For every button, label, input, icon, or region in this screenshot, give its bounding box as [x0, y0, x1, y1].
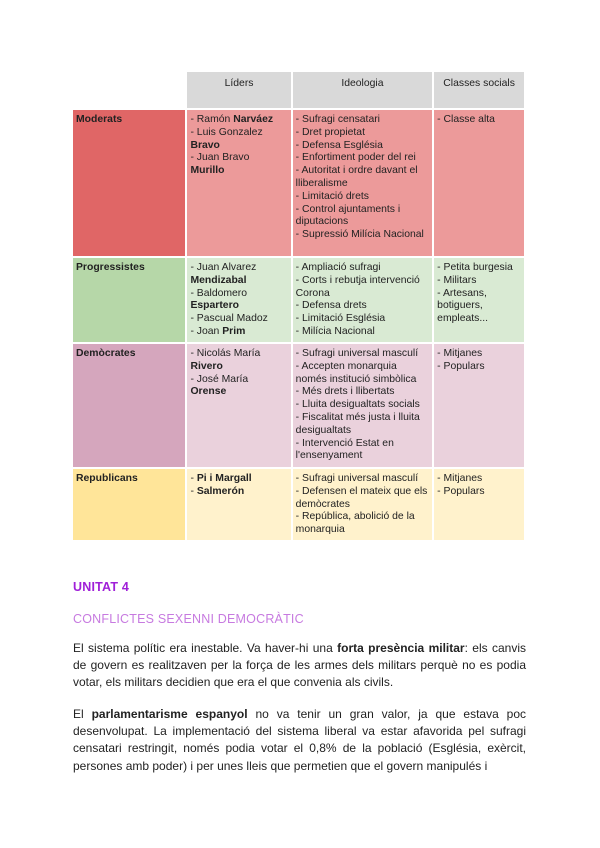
leader-line	[190, 288, 287, 301]
party-name: Demòcrates	[73, 344, 187, 469]
classes-item: - Populars	[437, 360, 485, 372]
parties-table	[73, 72, 526, 542]
ideology-item: - Enfortiment poder del rei	[295, 152, 416, 164]
header-leaders: Líders	[187, 72, 292, 110]
leader-text: - Juan Bravo	[190, 152, 250, 164]
classes-item: - Mitjanes	[437, 473, 483, 484]
leaders-cell	[187, 258, 292, 344]
ideology-item: - Defensa drets	[295, 300, 367, 312]
ideology-item: - Lluita desigualtats socials	[295, 399, 420, 411]
party-name: Republicans	[73, 469, 187, 542]
paragraph-1	[73, 640, 526, 692]
ideology-item: - Sufragi censatari	[295, 114, 380, 125]
classes-cell	[434, 344, 526, 469]
leader-line	[190, 473, 287, 486]
classes-item: - Militars	[437, 274, 477, 286]
ideology-item: - Defensa Església	[295, 139, 383, 151]
leader-text: - Joan	[190, 325, 223, 337]
leader-line	[190, 152, 287, 165]
unit-title: UNITAT 4	[73, 580, 129, 594]
leader-surname: Bravo	[190, 139, 220, 151]
leader-text: - Luis Gonzalez	[190, 126, 263, 138]
ideology-item: - Milícia Nacional	[295, 325, 375, 337]
party-name: Moderats	[73, 110, 187, 258]
paragraph-1-text-b: : els canvis de govern es realitzaven per la força de les armes dels militars perquè no es podia votar, els militars decidien que era el que convenia als civils.	[73, 641, 526, 690]
leader-line	[190, 386, 287, 399]
leader-line	[190, 114, 287, 127]
header-ideology: Ideologia	[293, 72, 435, 110]
leader-line	[190, 300, 287, 313]
ideology-cell	[293, 469, 435, 542]
leader-line	[190, 361, 287, 374]
leaders-cell	[187, 469, 292, 542]
leader-line	[190, 140, 287, 153]
leader-text: -	[190, 485, 197, 497]
section-title: CONFLICTES SEXENNI DEMOCRÀTIC	[73, 612, 304, 626]
leader-line	[190, 275, 287, 288]
leader-text: - Pascual Madoz	[190, 313, 268, 325]
leader-surname: Murillo	[190, 165, 225, 177]
leader-line	[190, 262, 287, 275]
leader-line	[190, 486, 287, 499]
classes-item: - Petita burgesia	[437, 262, 513, 273]
leaders-cell	[187, 344, 292, 469]
classes-item: - Populars	[437, 485, 485, 497]
ideology-item: - República, abolició de la monarquia	[295, 511, 415, 536]
ideology-item: - Sufragi universal masculí	[295, 473, 419, 484]
paragraph-2-bold: parlamentarisme espanyol	[91, 707, 248, 721]
party-name: Progressistes	[73, 258, 187, 344]
leader-text: - Baldomero	[190, 287, 248, 299]
header-classes: Classes socials	[434, 72, 526, 110]
leader-line	[190, 165, 287, 178]
ideology-item: - Limitació drets	[295, 190, 370, 202]
leader-line	[190, 127, 287, 140]
classes-item: - Artesans, botiguers, empleats...	[437, 287, 488, 325]
leader-surname: Espartero	[190, 300, 239, 312]
leader-text: - José María	[190, 373, 249, 385]
leader-surname: Mendizabal	[190, 274, 247, 286]
classes-cell	[434, 258, 526, 344]
leader-text: -	[190, 473, 197, 484]
classes-cell	[434, 110, 526, 258]
ideology-item: - Limitació Església	[295, 313, 386, 325]
ideology-item: - Intervenció Estat en l'ensenyament	[295, 437, 394, 462]
ideology-item: - Ampliació sufragi	[295, 262, 381, 273]
leader-line	[190, 348, 287, 361]
paragraph-2	[73, 706, 526, 775]
ideology-cell	[293, 110, 435, 258]
leader-surname: Rivero	[190, 360, 223, 372]
ideology-item: - Accepten monarquia només institució simbòlica	[295, 360, 417, 385]
classes-item: - Classe alta	[437, 114, 495, 125]
paragraph-2-text-b: no va tenir un gran valor, ja que estava poc desenvolupat. La implementació del sistema liberal va estar afavorida pel sufragi censatari restringit, només podia votar el 0,8% de la població (Església, exèrcit, persones amb poder) i per unes lleis que permetien que el govern manipulés i	[73, 707, 526, 773]
ideology-cell	[293, 258, 435, 344]
ideology-item: - Corts i rebutja intervenció Corona	[295, 274, 420, 299]
classes-item: - Mitjanes	[437, 348, 483, 359]
paragraph-2-text-a: El	[73, 707, 92, 721]
leader-surname: Prim	[222, 325, 246, 337]
table-row-moderats	[73, 110, 526, 258]
paragraph-1-bold: forta presència militar	[337, 641, 465, 655]
table-row-republicans	[73, 469, 526, 542]
ideology-item: - Control ajuntaments i diputacions	[295, 203, 401, 228]
leader-line	[190, 313, 287, 326]
ideology-item: - Defensen el mateix que els demòcrates	[295, 485, 428, 510]
ideology-item: - Sufragi universal masculí	[295, 348, 419, 359]
ideology-item: - Supressió Milícia Nacional	[295, 229, 424, 241]
table-header-row	[73, 72, 526, 110]
paragraph-1-text-a: El sistema polític era inestable. Va haver-hi una	[73, 641, 338, 655]
ideology-item: - Més drets i llibertats	[295, 386, 395, 398]
ideology-item: - Autoritat i ordre davant el lliberalisme	[295, 165, 418, 189]
leader-surname: Salmerón	[196, 485, 245, 497]
leader-line	[190, 374, 287, 387]
classes-cell	[434, 469, 526, 542]
table-row-progressistes	[73, 258, 526, 344]
leader-surname: Narváez	[233, 114, 274, 125]
ideology-cell	[293, 344, 435, 469]
leader-text: - Ramón	[190, 114, 234, 125]
leader-text: - Nicolás María	[190, 348, 261, 359]
leader-surname: Orense	[190, 386, 227, 398]
leaders-cell	[187, 110, 292, 258]
leader-line	[190, 326, 287, 339]
table-row-democrates	[73, 344, 526, 469]
leader-surname: Pi i Margall	[196, 473, 252, 484]
ideology-item: - Fiscalitat més justa i lluita desigualtats	[295, 411, 420, 436]
ideology-item: - Dret propietat	[295, 126, 365, 138]
header-blank-cell	[73, 72, 187, 110]
leader-text: - Juan Alvarez	[190, 262, 257, 273]
